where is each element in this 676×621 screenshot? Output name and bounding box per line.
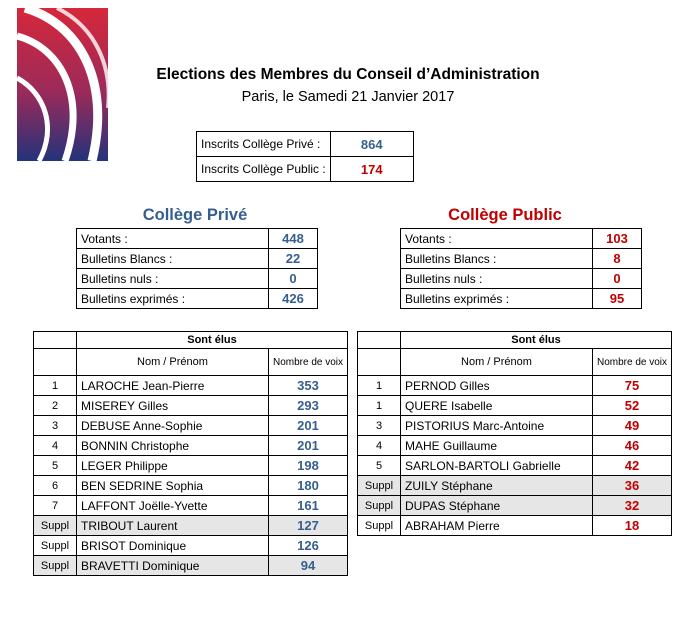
inscrits-prive-value: 864	[330, 132, 413, 157]
table-row	[77, 249, 318, 269]
elus-header: Sont élus	[401, 332, 672, 349]
name-cell: BONNIN Christophe	[77, 436, 269, 456]
table-row	[34, 436, 348, 456]
elus-header: Sont élus	[77, 332, 348, 349]
voix-cell: 201	[269, 416, 348, 436]
table-header-row	[358, 349, 672, 376]
voix-cell: 36	[593, 476, 672, 496]
voix-cell: 75	[593, 376, 672, 396]
inscrits-public-label: Inscrits Collège Public :	[197, 157, 331, 182]
table-row	[34, 396, 348, 416]
voix-cell: 198	[269, 456, 348, 476]
stat-value: 8	[593, 249, 642, 269]
table-row	[401, 289, 642, 309]
table-row	[77, 289, 318, 309]
table-header-row	[34, 332, 348, 349]
logo-icon	[17, 8, 108, 161]
table-row	[34, 476, 348, 496]
table-row	[358, 456, 672, 476]
table-row	[358, 476, 672, 496]
header-blank	[358, 349, 401, 376]
name-cell: PERNOD Gilles	[401, 376, 593, 396]
table-row	[358, 416, 672, 436]
stat-label: Votants :	[77, 229, 269, 249]
table-row	[77, 269, 318, 289]
stat-value: 426	[269, 289, 318, 309]
page-title: Elections des Membres du Conseil d’Administration	[156, 66, 540, 83]
inscrits-table	[196, 131, 414, 182]
name-cell: MAHE Guillaume	[401, 436, 593, 456]
stat-value: 95	[593, 289, 642, 309]
stats-public-table	[400, 228, 642, 309]
name-cell: MISEREY Gilles	[77, 396, 269, 416]
name-cell: DEBUSE Anne-Sophie	[77, 416, 269, 436]
table-row	[358, 376, 672, 396]
stat-label: Votants :	[401, 229, 593, 249]
voix-cell: 353	[269, 376, 348, 396]
page-subtitle: Paris, le Samedi 21 Janvier 2017	[241, 89, 455, 105]
table-row	[401, 229, 642, 249]
voix-cell: 161	[269, 496, 348, 516]
rank-cell: 4	[34, 436, 77, 456]
rank-cell: 7	[34, 496, 77, 516]
table-row	[358, 496, 672, 516]
name-cell: TRIBOUT Laurent	[77, 516, 269, 536]
name-cell: BRAVETTI Dominique	[77, 556, 269, 576]
table-row	[34, 536, 348, 556]
table-header-row	[358, 332, 672, 349]
table-row	[34, 376, 348, 396]
voix-cell: 201	[269, 436, 348, 456]
college-prive-title: Collège Privé	[142, 206, 248, 224]
rank-cell: 3	[34, 416, 77, 436]
voix-cell: 18	[593, 516, 672, 536]
table-row	[34, 456, 348, 476]
rank-cell: 1	[34, 376, 77, 396]
rank-cell: 2	[34, 396, 77, 416]
name-cell: LAFFONT Joëlle-Yvette	[77, 496, 269, 516]
name-cell: ABRAHAM Pierre	[401, 516, 593, 536]
table-row	[34, 416, 348, 436]
voix-cell: 126	[269, 536, 348, 556]
table-row	[197, 157, 414, 182]
rank-cell: 1	[358, 396, 401, 416]
stat-label: Bulletins Blancs :	[77, 249, 269, 269]
rank-cell: 4	[358, 436, 401, 456]
rank-cell: 1	[358, 376, 401, 396]
table-row	[358, 516, 672, 536]
table-row	[358, 436, 672, 456]
header-blank	[34, 349, 77, 376]
header-blank	[358, 332, 401, 349]
name-cell: LEGER Philippe	[77, 456, 269, 476]
name-cell: ZUILY Stéphane	[401, 476, 593, 496]
col-voix-header: Nombre de voix	[269, 349, 348, 376]
stat-label: Bulletins exprimés :	[401, 289, 593, 309]
voix-cell: 94	[269, 556, 348, 576]
voix-cell: 42	[593, 456, 672, 476]
name-cell: DUPAS Stéphane	[401, 496, 593, 516]
stat-label: Bulletins nuls :	[401, 269, 593, 289]
stat-label: Bulletins exprimés :	[77, 289, 269, 309]
name-cell: PISTORIUS Marc-Antoine	[401, 416, 593, 436]
elus-prive-table	[33, 331, 348, 576]
table-row	[34, 556, 348, 576]
voix-cell: 127	[269, 516, 348, 536]
rank-cell: Suppl	[34, 556, 77, 576]
col-voix-header: Nombre de voix	[593, 349, 672, 376]
table-header-row	[34, 349, 348, 376]
rank-cell: Suppl	[358, 516, 401, 536]
rank-cell: 5	[34, 456, 77, 476]
rank-cell: 5	[358, 456, 401, 476]
voix-cell: 52	[593, 396, 672, 416]
stat-value: 22	[269, 249, 318, 269]
stat-label: Bulletins nuls :	[77, 269, 269, 289]
inscrits-public-value: 174	[330, 157, 413, 182]
table-row	[77, 229, 318, 249]
voix-cell: 49	[593, 416, 672, 436]
header-blank	[34, 332, 77, 349]
stat-label: Bulletins Blancs :	[401, 249, 593, 269]
stats-prive-table	[76, 228, 318, 309]
table-row	[401, 269, 642, 289]
table-row	[34, 516, 348, 536]
table-row	[34, 496, 348, 516]
voix-cell: 293	[269, 396, 348, 416]
inscrits-prive-label: Inscrits Collège Privé :	[197, 132, 331, 157]
table-row	[197, 132, 414, 157]
rank-cell: Suppl	[358, 476, 401, 496]
voix-cell: 32	[593, 496, 672, 516]
col-name-header: Nom / Prénom	[401, 349, 593, 376]
name-cell: BEN SEDRINE Sophia	[77, 476, 269, 496]
table-row	[358, 396, 672, 416]
college-public-title: Collège Public	[448, 206, 562, 224]
rank-cell: 6	[34, 476, 77, 496]
stat-value: 448	[269, 229, 318, 249]
stat-value: 0	[593, 269, 642, 289]
name-cell: SARLON-BARTOLI Gabrielle	[401, 456, 593, 476]
stat-value: 0	[269, 269, 318, 289]
name-cell: BRISOT Dominique	[77, 536, 269, 556]
rank-cell: 3	[358, 416, 401, 436]
name-cell: LAROCHE Jean-Pierre	[77, 376, 269, 396]
table-row	[401, 249, 642, 269]
rank-cell: Suppl	[358, 496, 401, 516]
stat-value: 103	[593, 229, 642, 249]
col-name-header: Nom / Prénom	[77, 349, 269, 376]
voix-cell: 180	[269, 476, 348, 496]
name-cell: QUERE Isabelle	[401, 396, 593, 416]
elus-public-table	[357, 331, 672, 536]
voix-cell: 46	[593, 436, 672, 456]
rank-cell: Suppl	[34, 516, 77, 536]
rank-cell: Suppl	[34, 536, 77, 556]
